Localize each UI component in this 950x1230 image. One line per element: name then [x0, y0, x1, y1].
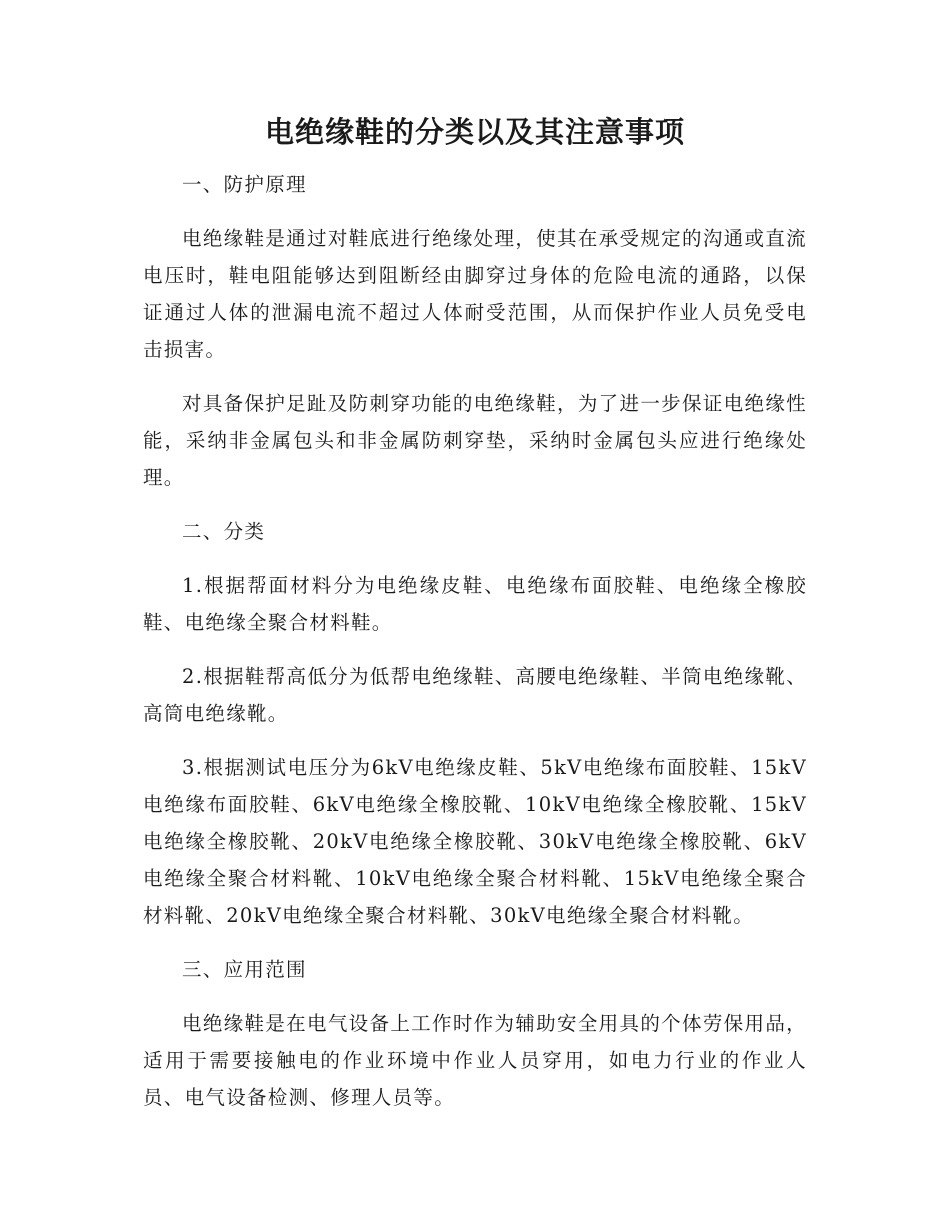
section-heading-protection-principle: 一、防护原理: [182, 173, 307, 196]
paragraph-classification-2: 2.根据鞋帮高低分为低帮电绝缘鞋、高腰电绝缘鞋、半筒电绝缘靴、高筒电绝缘靴。: [143, 665, 807, 725]
paragraph-classification-1: 1.根据帮面材料分为电绝缘皮鞋、电绝缘布面胶鞋、电绝缘全橡胶鞋、电绝缘全聚合材料鞋。: [143, 574, 807, 634]
paragraph-classification-3: 3.根据测试电压分为6kV电绝缘皮鞋、5kV电绝缘布面胶鞋、15kV电绝缘布面胶鞋、6kV电绝缘全橡胶靴、10kV电绝缘全橡胶靴、15kV电绝缘全橡胶靴、20kV电绝缘全橡胶靴、30kV电绝缘全橡胶靴、6kV电绝缘全聚合材料靴、10kV电绝缘全聚合材料靴、15kV电绝缘全聚合材料靴、20kV电绝缘全聚合材料靴、30kV电绝缘全聚合材料靴。: [143, 756, 807, 927]
section-heading-application-scope: 三、应用范围: [182, 958, 307, 981]
paragraph-protection-principle-2: 对具备保护足趾及防刺穿功能的电绝缘鞋，为了进一步保证电绝缘性能，采纳非金属包头和非金属防刺穿垫，采纳时金属包头应进行绝缘处理。: [143, 392, 807, 489]
paragraph-protection-principle-1: 电绝缘鞋是通过对鞋底进行绝缘处理，使其在承受规定的沟通或直流电压时，鞋电阻能够达到阻断经由脚穿过身体的危险电流的通路，以保证通过人体的泄漏电流不超过人体耐受范围，从而保护作业人员免受电击损害。: [143, 227, 807, 361]
document-body: [143, 166, 807, 1133]
section-heading-classification: 二、分类: [182, 520, 266, 543]
document-title: 电绝缘鞋的分类以及其注意事项: [264, 115, 685, 149]
paragraph-application-scope-1: 电绝缘鞋是在电气设备上工作时作为辅助安全用具的个体劳保用品，适用于需要接触电的作业环境中作业人员穿用，如电力行业的作业人员、电气设备检测、修理人员等。: [143, 1012, 807, 1109]
